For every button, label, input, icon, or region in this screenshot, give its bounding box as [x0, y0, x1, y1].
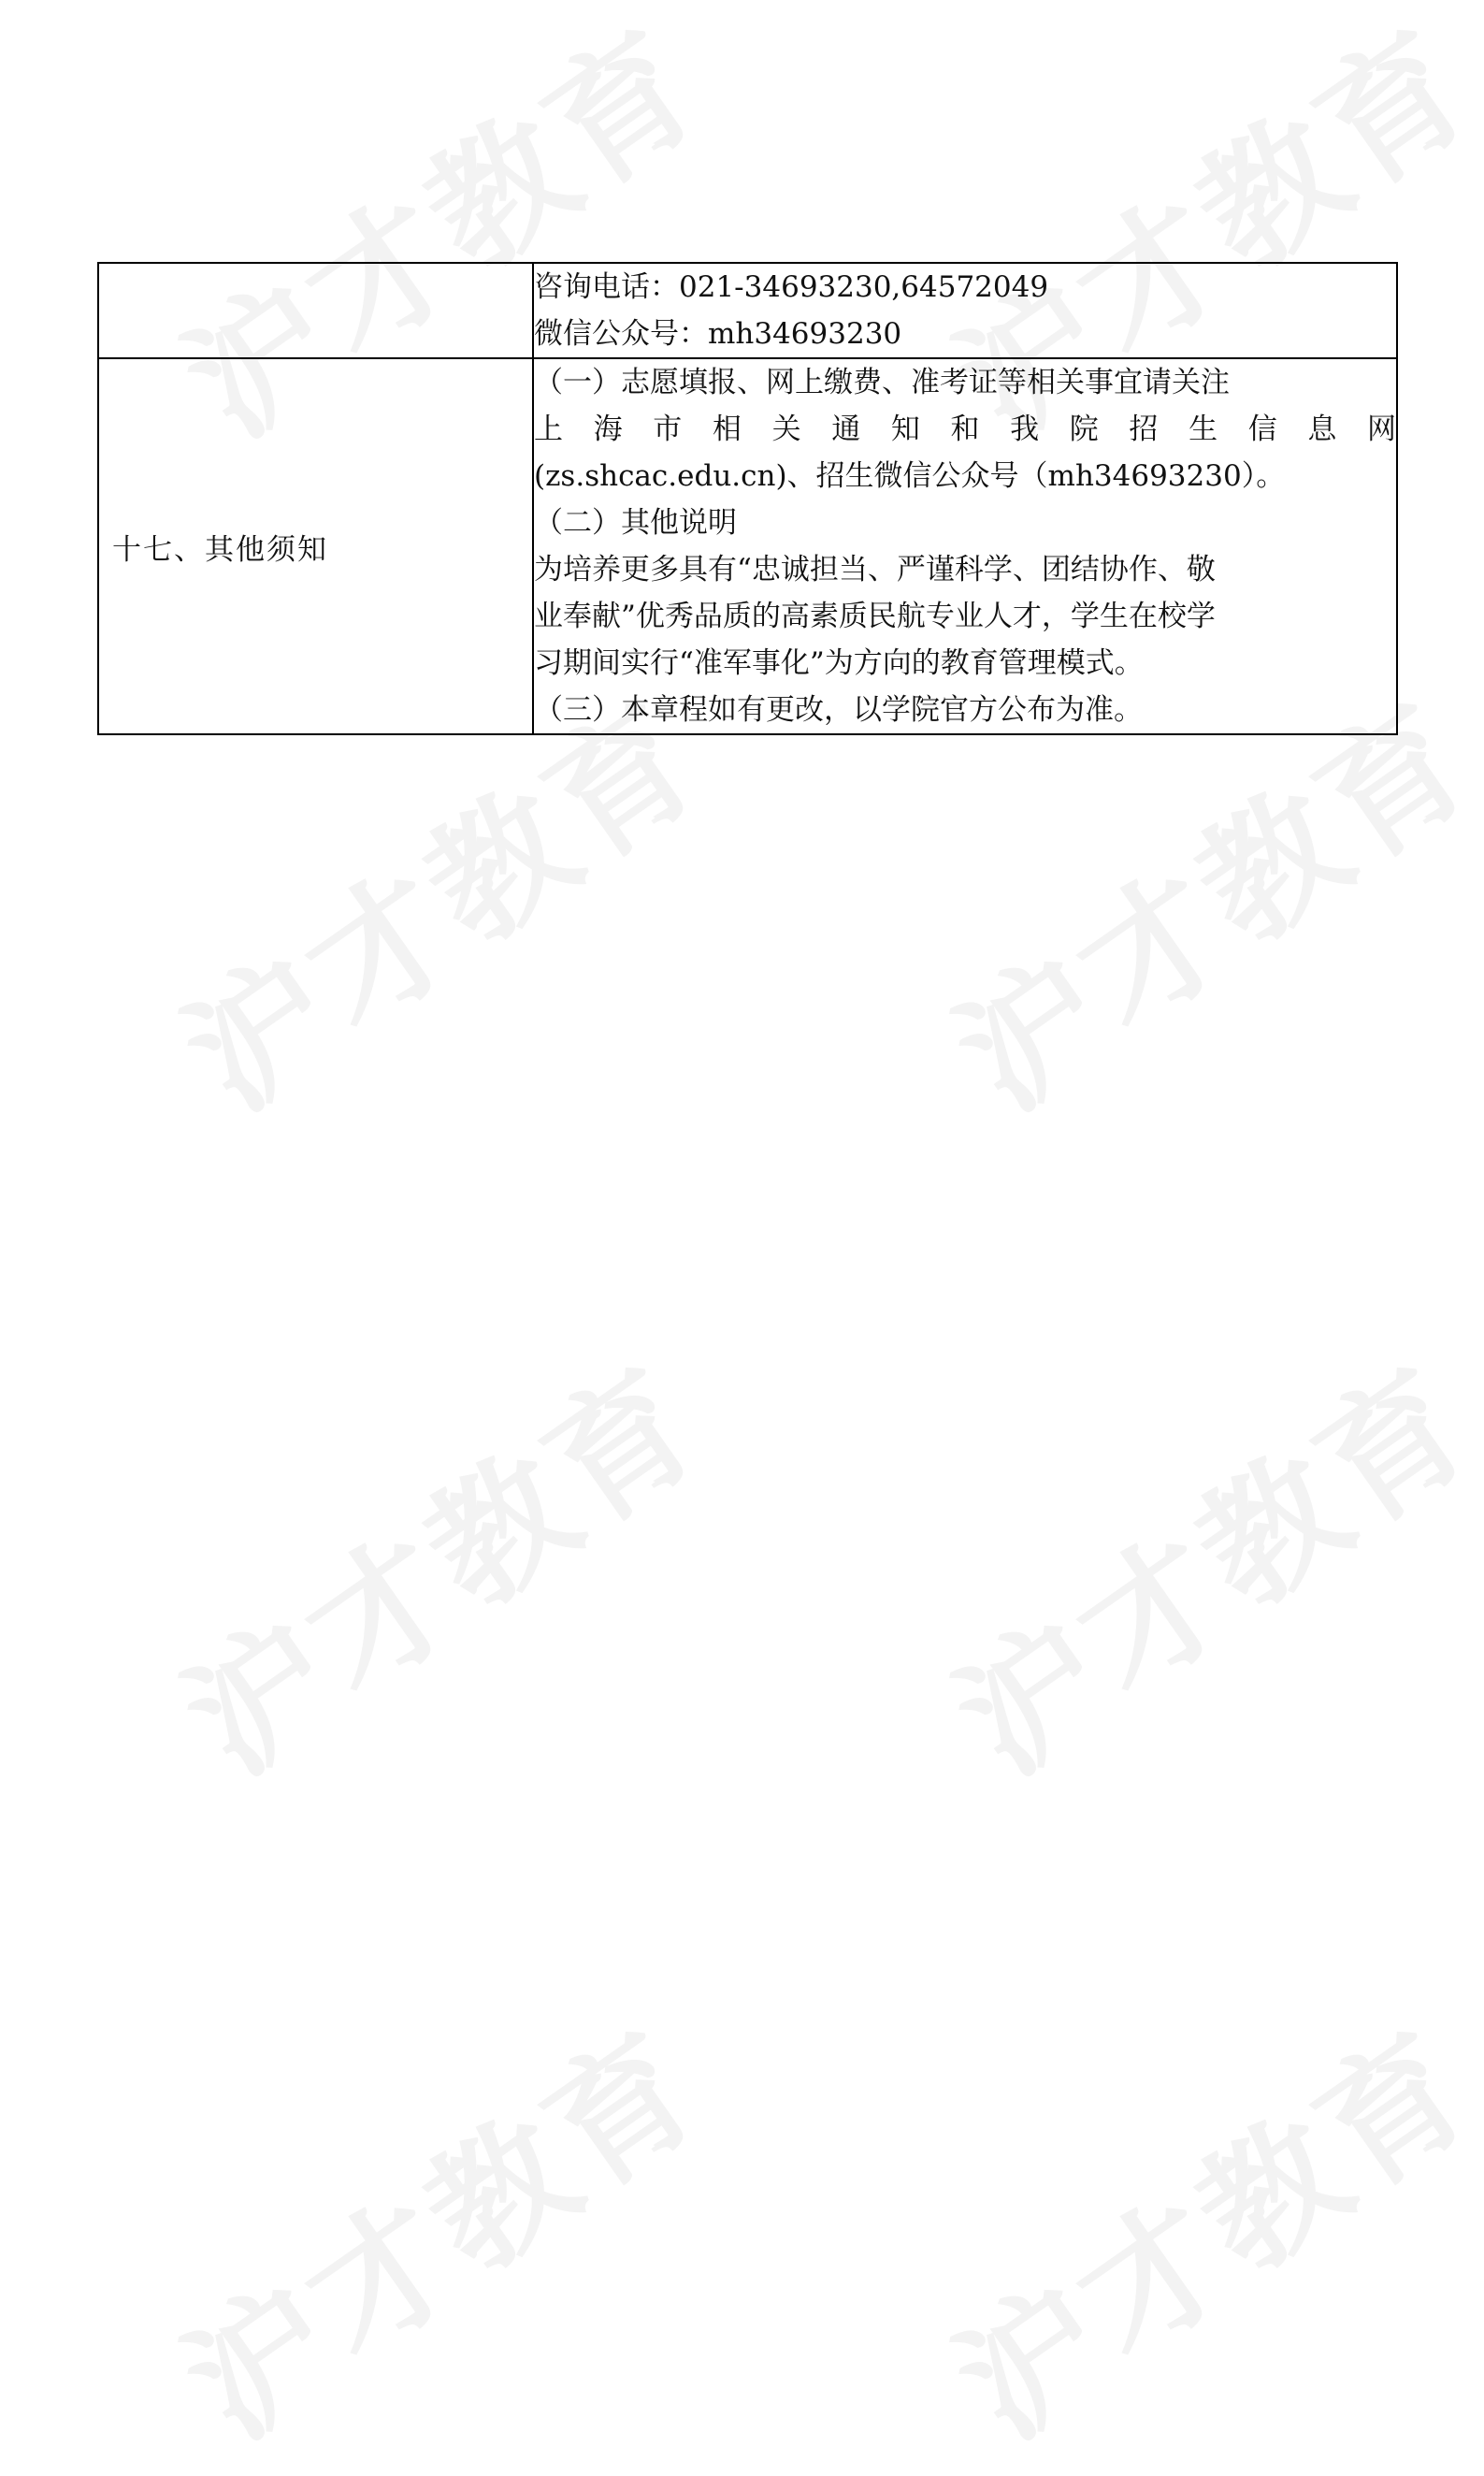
- admissions-info-table: [97, 262, 1398, 735]
- row-content-cell: [533, 263, 1397, 358]
- wechat-account-line: 微信公众号：mh34693230: [534, 317, 902, 351]
- watermark: [140, 1976, 734, 2476]
- notice-line: （三）本章程如有更改，以学院官方公布为准。: [534, 693, 1143, 727]
- notice-line: （二）其他说明: [534, 506, 737, 540]
- section-label-other-notices: 十七、其他须知: [112, 532, 328, 567]
- watermark: [912, 1311, 1484, 1812]
- watermark: [912, 1976, 1484, 2476]
- row-content-cell: [533, 358, 1397, 734]
- table-row-other-notices: [98, 358, 1397, 734]
- table-row-contact: [98, 263, 1397, 358]
- notice-line: （一）志愿填报、网上缴费、准考证等相关事宜请关注: [534, 366, 1230, 399]
- notice-line: (zs.shcac.edu.cn)、招生微信公众号（mh34693230）。: [534, 459, 1286, 493]
- notice-line: 业奉献”优秀品质的高素质民航专业人才，学生在校学: [534, 600, 1216, 633]
- watermark: [140, 1311, 734, 1812]
- notice-line: 为培养更多具有“忠诚担当、严谨科学、团结协作、敬: [534, 553, 1216, 586]
- notice-line: 习期间实行“准军事化”为方向的教育管理模式。: [534, 646, 1144, 680]
- row-label-cell: [98, 263, 533, 358]
- consult-phone-line: 咨询电话：021-34693230,64572049: [534, 270, 1049, 304]
- row-label-cell: [98, 358, 533, 734]
- notice-line: 上海市相关通知和我院招生信息网: [534, 413, 1396, 446]
